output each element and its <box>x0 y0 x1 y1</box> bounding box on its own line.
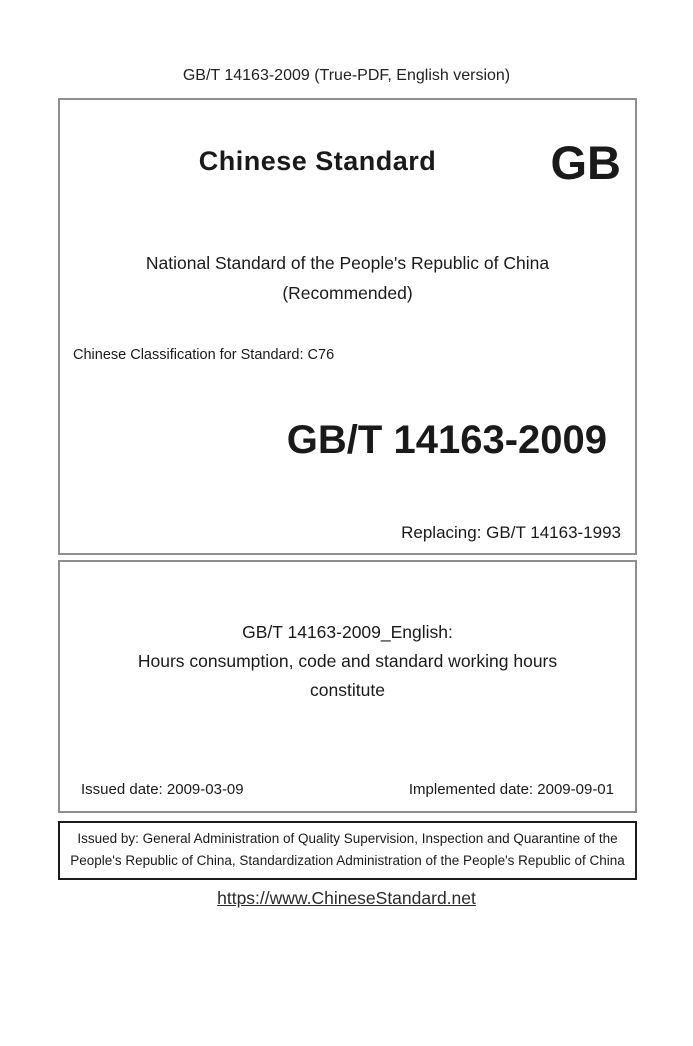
brand-title-row <box>60 136 635 200</box>
footer <box>0 887 693 909</box>
cover-main-box <box>58 98 637 555</box>
document-header-title: GB/T 14163-2009 (True-PDF, English version) <box>182 67 511 84</box>
english-title-line3: constitute <box>310 680 385 700</box>
brand-title: Chinese Standard <box>198 146 437 176</box>
recommended-line: (Recommended) <box>282 283 413 303</box>
website-link[interactable]: https://www.ChineseStandard.net <box>217 888 476 908</box>
issuer-text: Issued by: General Administration of Quality Supervision, Inspection and Quarantine of the People's Republic of China, Standardization Administration of the People's Republic of China <box>70 831 625 868</box>
english-title-line2: Hours consumption, code and standard working hours <box>137 651 558 671</box>
issued-date: Issued date: 2009-03-09 <box>81 781 244 798</box>
english-title-box <box>58 560 637 813</box>
english-title-line1: GB/T 14163-2009_English: <box>242 622 453 642</box>
replacing-line: Replacing: GB/T 14163-1993 <box>401 523 621 542</box>
issuer-box <box>58 821 637 880</box>
classification-line: Chinese Classification for Standard: C76 <box>73 347 335 363</box>
national-standard-line: National Standard of the People's Republic of China <box>145 253 550 273</box>
standard-cover-page <box>0 66 693 1046</box>
dates-row <box>60 780 635 799</box>
gb-logo-text: GB <box>550 136 621 189</box>
implemented-date: Implemented date: 2009-09-01 <box>408 781 614 798</box>
english-title-block <box>60 618 635 705</box>
standard-number: GB/T 14163-2009 <box>286 418 607 462</box>
